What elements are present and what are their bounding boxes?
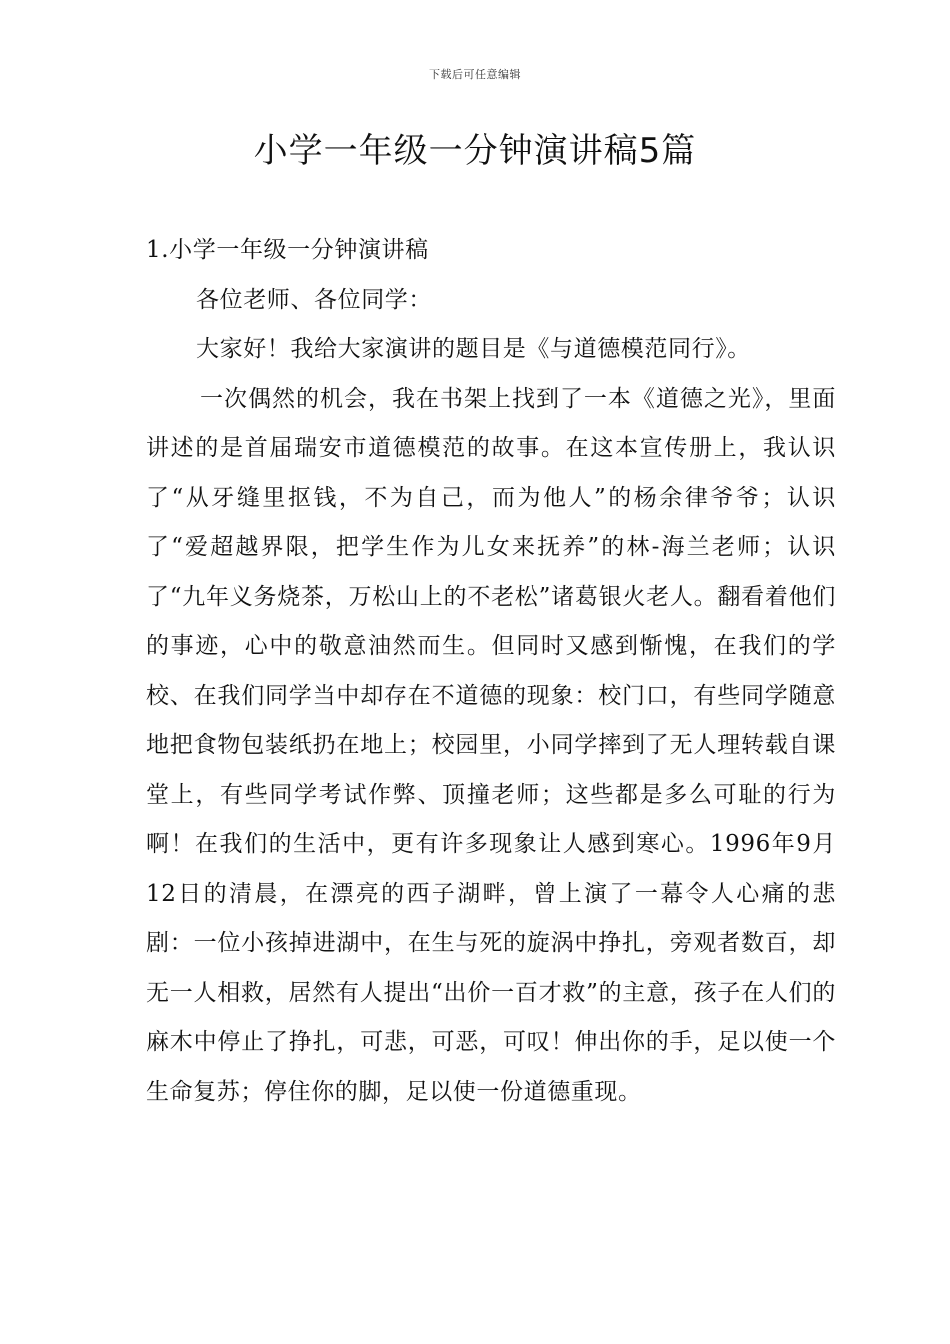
body-paragraph: 一次偶然的机会，我在书架上找到了一本《道德之光》，里面讲述的是首届瑞安市道德模范的故事。在这本宣传册上，我认识了“从牙缝里抠钱，不为自己，而为他人”的杨余律爷爷；认识了“爱超越界限，把学生作为儿女来抚养”的林-海兰老师；认识了“九年义务烧茶，万松山上的不老松”诸葛银火老人。翻看着他们的事迹，心中的敬意油然而生。但同时又感到惭愧，在我们的学校、在我们同学当中却存在不道德的现象：校门口，有些同学随意地把食物包装纸扔在地上；校园里，小同学摔到了无人理转载自课堂上，有些同学考试作弊、顶撞老师；这些都是多么可耻的行为啊！在我们的生活中，更有许多现象让人感到寒心。1996年9月12日的清晨，在漂亮的西子湖畔，曾上演了一幕令人心痛的悲剧：一位小孩掉进湖中，在生与死的旋涡中挣扎，旁观者数百，却无一人相救，居然有人提出“出价一百才救”的主意，孩子在人们的麻木中停止了挣扎，可悲，可恶，可叹！伸出你的手，足以使一个生命复苏；停住你的脚，足以使一份道德重现。 [146, 385, 836, 1105]
salutation: 各位老师、各位同学： [196, 286, 432, 313]
section-heading: 1.小学一年级一分钟演讲稿 [146, 237, 429, 263]
document-title: 小学一年级一分钟演讲稿5篇 [253, 131, 697, 171]
greeting-paragraph: 大家好！我给大家演讲的题目是《与道德模范同行》。 [196, 336, 751, 362]
page-header-note: 下载后可任意编辑 [429, 68, 521, 81]
document-body [146, 226, 836, 1117]
